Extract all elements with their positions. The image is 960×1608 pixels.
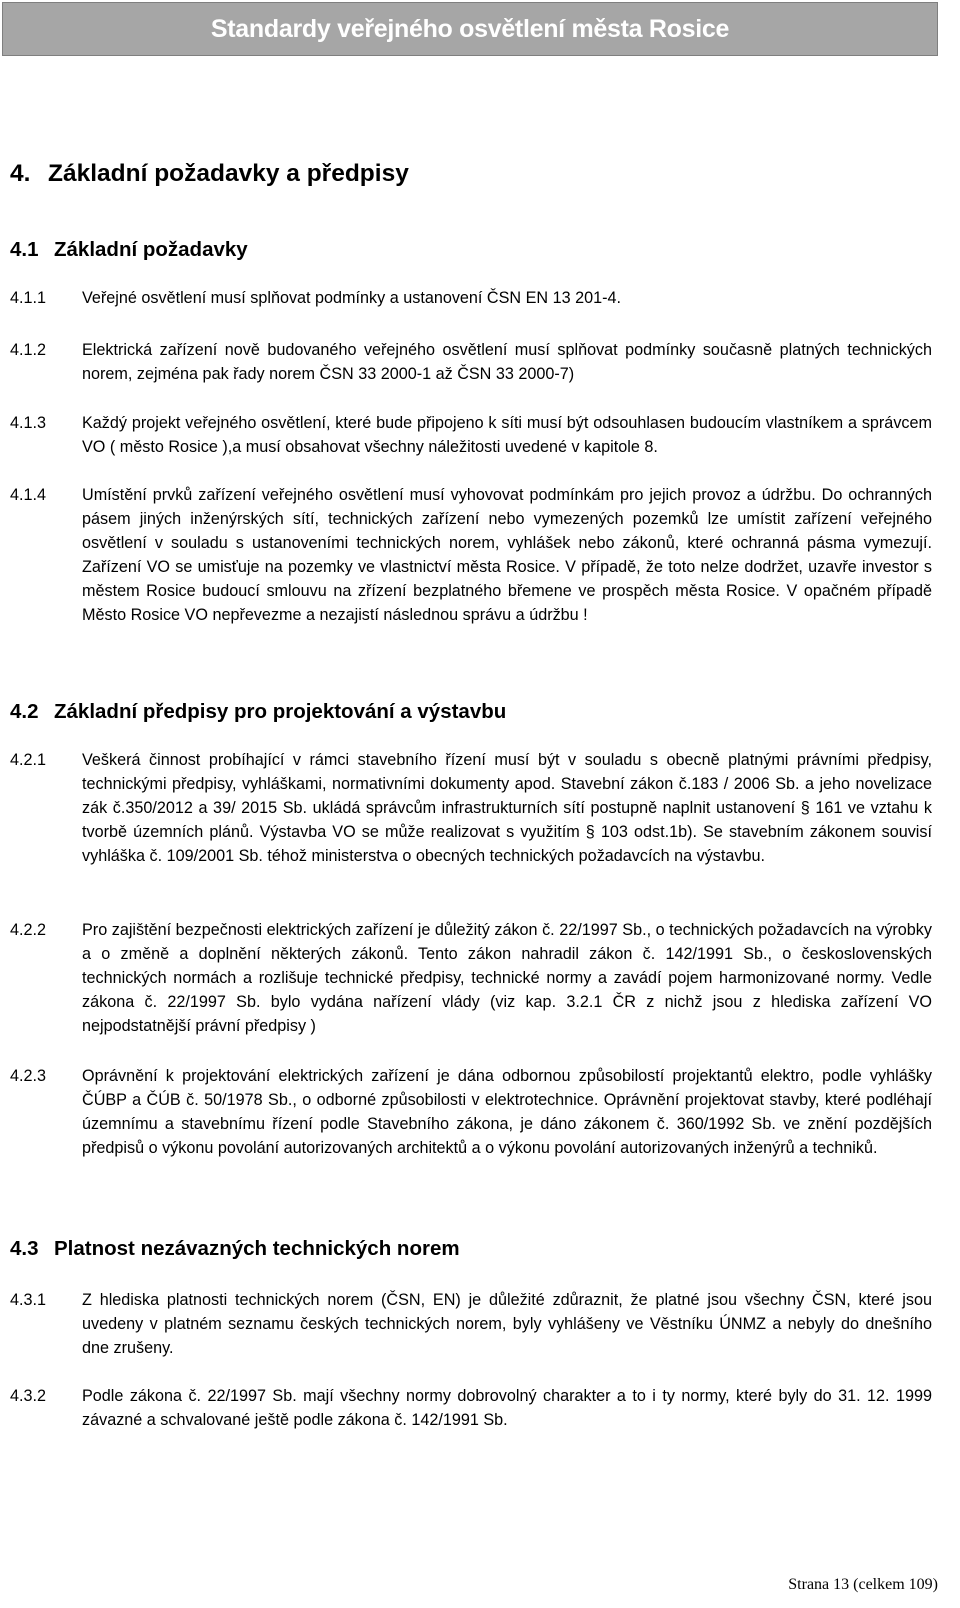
paragraph-text: Elektrická zařízení nově budovaného veřejného osvětlení musí splňovat podmínky současně platných technických norem, zejména pak řady norem ČSN 33 2000-1 až ČSN 33 2000-7) — [82, 341, 932, 383]
paragraph-4-1-3 — [10, 411, 932, 459]
paragraph-number: 4.1.4 — [10, 486, 47, 504]
chapter-heading — [10, 160, 409, 188]
paragraph-4-2-3 — [10, 1064, 932, 1160]
paragraph-number: 4.1.2 — [10, 341, 47, 359]
paragraph-text: Podle zákona č. 22/1997 Sb. mají všechny normy dobrovolný charakter a to i ty normy, které byly do 31. 12. 1999 závazné a schvalované ještě podle zákona č. 142/1991 Sb. — [82, 1387, 932, 1429]
paragraph-text: Z hlediska platnosti technických norem (ČSN, EN) je důležité zdůraznit, že platné jsou všechny ČSN, které jsou uvedeny v platném seznamu českých technických norem, byly vyhlášeny ve Věstníku ÚNMZ a nebyly do dnešního dne zrušeny. — [82, 1291, 932, 1357]
paragraph-number: 4.2.1 — [10, 751, 47, 769]
section-title: Platnost nezávazných technických norem — [54, 1237, 460, 1260]
chapter-title: Základní požadavky a předpisy — [48, 160, 409, 187]
paragraph-text: Veškerá činnost probíhající v rámci stavebního řízení musí být v souladu s obecně platnými právními předpisy, technickými předpisy, vyhláškami, normativními dokumenty apod. Stavební zákon č.183 / 2006 Sb. a jeho novelizace zák č.350/2012 a 39/ 2015 Sb. ukládá správcům infrastrukturních sítí postupně naplnit ustanovení § 161 ve vztahu k tvorbě územních plánů. Výstavba VO se může realizovat s využitím § 103 odst.1b). Se stavebním zákonem souvisí vyhláška č. 109/2001 Sb. téhož ministerstva o obecných technických požadavcích na výstavbu. — [82, 751, 932, 865]
paragraph-4-1-4 — [10, 483, 932, 627]
paragraph-4-1-1 — [10, 286, 932, 310]
page-number-footer: Strana 13 (celkem 109) — [788, 1576, 938, 1593]
section-number: 4.3 — [10, 1237, 39, 1260]
chapter-number: 4. — [10, 160, 31, 187]
section-heading-4-2 — [10, 700, 506, 724]
paragraph-4-3-1 — [10, 1288, 932, 1360]
paragraph-number: 4.2.3 — [10, 1067, 47, 1085]
paragraph-text: Veřejné osvětlení musí splňovat podmínky a ustanovení ČSN EN 13 201-4. — [82, 289, 621, 307]
section-title: Základní předpisy pro projektování a výstavbu — [54, 700, 507, 723]
paragraph-4-2-2 — [10, 918, 932, 1038]
paragraph-text: Pro zajištění bezpečnosti elektrických zařízení je důležitý zákon č. 22/1997 Sb., o technických požadavcích na výrobky a o změně a doplnění některých zákonů. Tento zákon nahradil zákon č. 142/1991 Sb., o československých technických normách a rozlišuje technické předpisy, technické normy a zavádí pojem harmonizované normy. Vedle zákona č. 22/1997 Sb. bylo vydána nařízení vlády (viz kap. 3.2.1 ČR z nichž jsou z hlediska zařízení VO nejpodstatnější právní předpisy ) — [82, 921, 932, 1035]
paragraph-4-2-1 — [10, 748, 932, 868]
document-header-title: Standardy veřejného osvětlení města Rosice — [210, 15, 730, 43]
paragraph-number: 4.2.2 — [10, 921, 47, 939]
section-number: 4.1 — [10, 238, 39, 261]
paragraph-4-1-2 — [10, 338, 932, 386]
paragraph-number: 4.3.2 — [10, 1387, 47, 1405]
section-title: Základní požadavky — [54, 238, 248, 261]
paragraph-text: Umístění prvků zařízení veřejného osvětlení musí vyhovovat podmínkám pro jejich provoz a údržbu. Do ochranných pásem jiných inženýrských sítí, technických zařízení nebo vymezených pozemků lze umístit zařízení veřejného osvětlení v souladu s ustanoveními technických norem, vyhlášek nebo zákonů, které ochranná pásma vymezují. Zařízení VO se umisťuje na pozemky ve vlastnictví města Rosice. V případě, že toto nelze dodržet, uzavře investor s městem Rosice budoucí smlouvu na zřízení bezplatného břemene ve prospěch města Rosice. V opačném případě Město Rosice VO nepřevezme a nezajistí následnou správu a údržbu ! — [82, 486, 932, 624]
section-number: 4.2 — [10, 700, 39, 723]
section-heading-4-3 — [10, 1237, 460, 1261]
paragraph-number: 4.1.1 — [10, 289, 47, 307]
document-header-bar — [2, 2, 938, 56]
paragraph-4-3-2 — [10, 1384, 932, 1432]
paragraph-number: 4.3.1 — [10, 1291, 47, 1309]
section-heading-4-1 — [10, 238, 248, 262]
paragraph-text: Každý projekt veřejného osvětlení, které bude připojeno k síti musí být odsouhlasen budoucím vlastníkem a správcem VO ( město Rosice ),a musí obsahovat všechny náležitosti uvedené v kapitole 8. — [82, 414, 932, 456]
paragraph-number: 4.1.3 — [10, 414, 47, 432]
paragraph-text: Oprávnění k projektování elektrických zařízení je dána odbornou způsobilostí projektantů elektro, podle vyhlášky ČÚBP a ČÚB č. 50/1978 Sb., o odborné způsobilosti v elektrotechnice. Oprávnění projektovat stavby, které podléhají územnímu a stavebnímu řízení podle Stavebního zákona, je dáno zákonem č. 360/1992 Sb. ve znění pozdějších předpisů o výkonu povolání autorizovaných architektů a o výkonu povolání autorizovaných inženýrů a techniků. — [82, 1067, 932, 1157]
